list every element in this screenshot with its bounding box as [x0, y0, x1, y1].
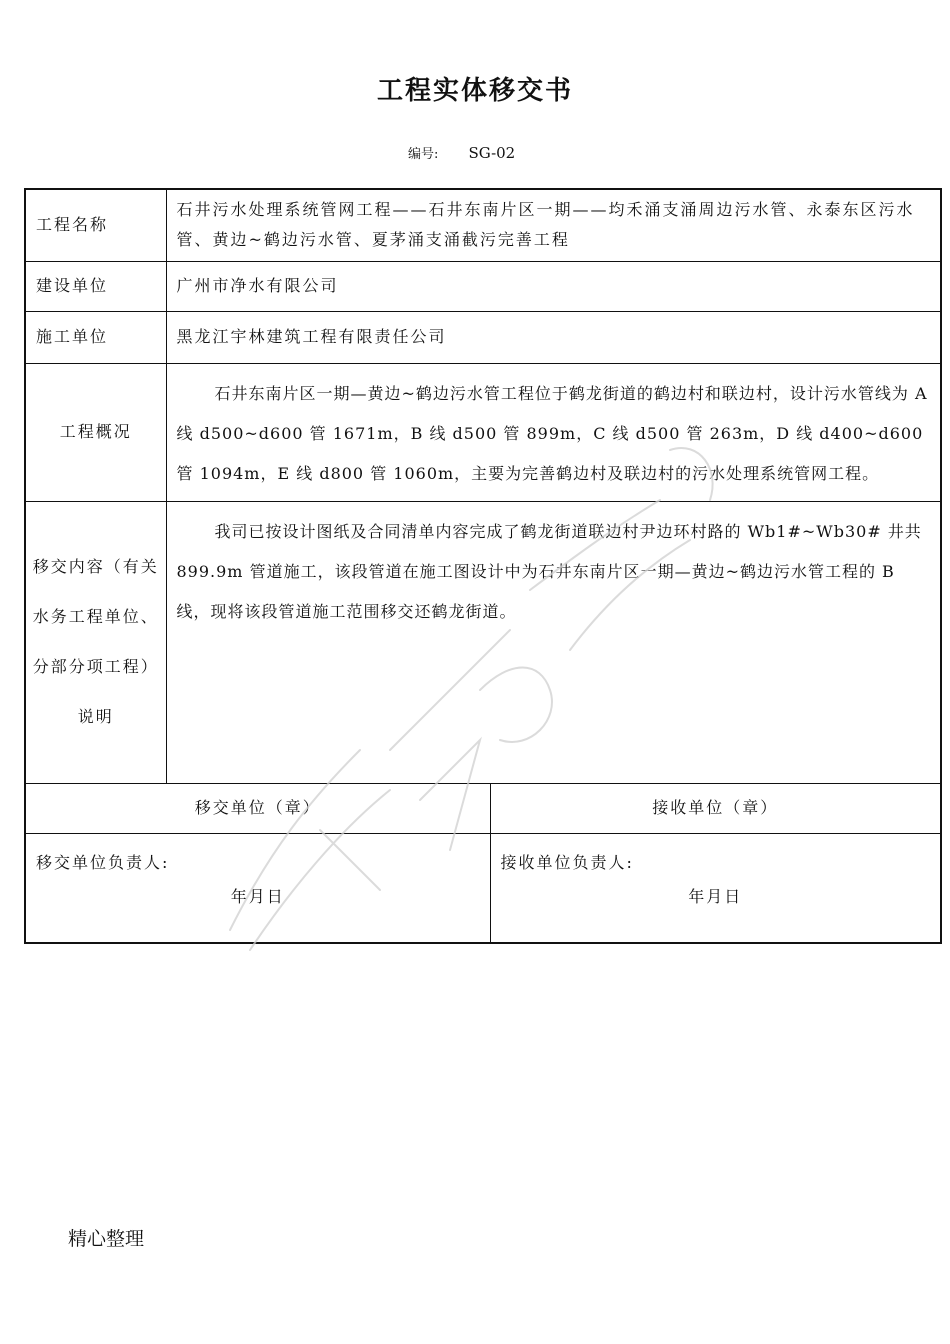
- row-sign: [25, 833, 941, 943]
- row-contractor: [25, 311, 941, 363]
- code-label: 编号:: [408, 147, 439, 162]
- code-value: SG-02: [468, 144, 516, 162]
- footer-note: 精心整理: [68, 1228, 145, 1250]
- document-code: [408, 143, 515, 162]
- transfer-person-label: 移交单位负责人:: [36, 852, 170, 872]
- document-title: 工程实体移交书: [376, 76, 573, 106]
- row-builder: [25, 261, 941, 311]
- row-project-name: [25, 189, 941, 261]
- handover-form-table: [24, 188, 942, 944]
- project-name-value: 石井污水处理系统管网工程——石井东南片区一期——均禾涌支涌周边污水管、永泰东区污水管、黄边~鹤边污水管、夏茅涌支涌截污完善工程: [166, 189, 941, 261]
- contractor-label: 施工单位: [25, 311, 166, 363]
- row-overview: [25, 363, 941, 501]
- transfer-sign-cell: [25, 833, 490, 943]
- receive-date: 年月日: [688, 886, 743, 906]
- row-sign-heading: [25, 783, 941, 833]
- transfer-date: 年月日: [230, 886, 285, 906]
- receive-sign-cell: [490, 833, 941, 943]
- contractor-value: 黑龙江宇林建筑工程有限责任公司: [166, 311, 941, 363]
- builder-label: 建设单位: [25, 261, 166, 311]
- handover-label: 移交内容（有关水务工程单位、分部分项工程）说明: [25, 501, 166, 783]
- row-handover: [25, 501, 941, 783]
- handover-value: 我司已按设计图纸及合同清单内容完成了鹤龙街道联边村尹边环村路的 Wb1#~Wb30# 井共 899.9m 管道施工，该段管道在施工图设计中为石井东南片区一期—黄边~鹤边污水管工程的 B 线，现将该段管道施工范围移交还鹤龙街道。: [166, 501, 941, 783]
- project-name-label: 工程名称: [25, 189, 166, 261]
- builder-value: 广州市净水有限公司: [166, 261, 941, 311]
- transfer-unit-label: 移交单位（章）: [25, 783, 490, 833]
- overview-value: 石井东南片区一期—黄边~鹤边污水管工程位于鹤龙街道的鹤边村和联边村，设计污水管线为 A 线 d500~d600 管 1671m，B 线 d500 管 899m，C 线 d500 管 263m，D 线 d400~d600 管 1094m，E 线 d800 管 1060m，主要为完善鹤边村及联边村的污水处理系统管网工程。: [166, 363, 941, 501]
- overview-label: 工程概况: [25, 363, 166, 501]
- receive-unit-label: 接收单位（章）: [490, 783, 941, 833]
- receive-person-label: 接收单位负责人:: [500, 852, 634, 872]
